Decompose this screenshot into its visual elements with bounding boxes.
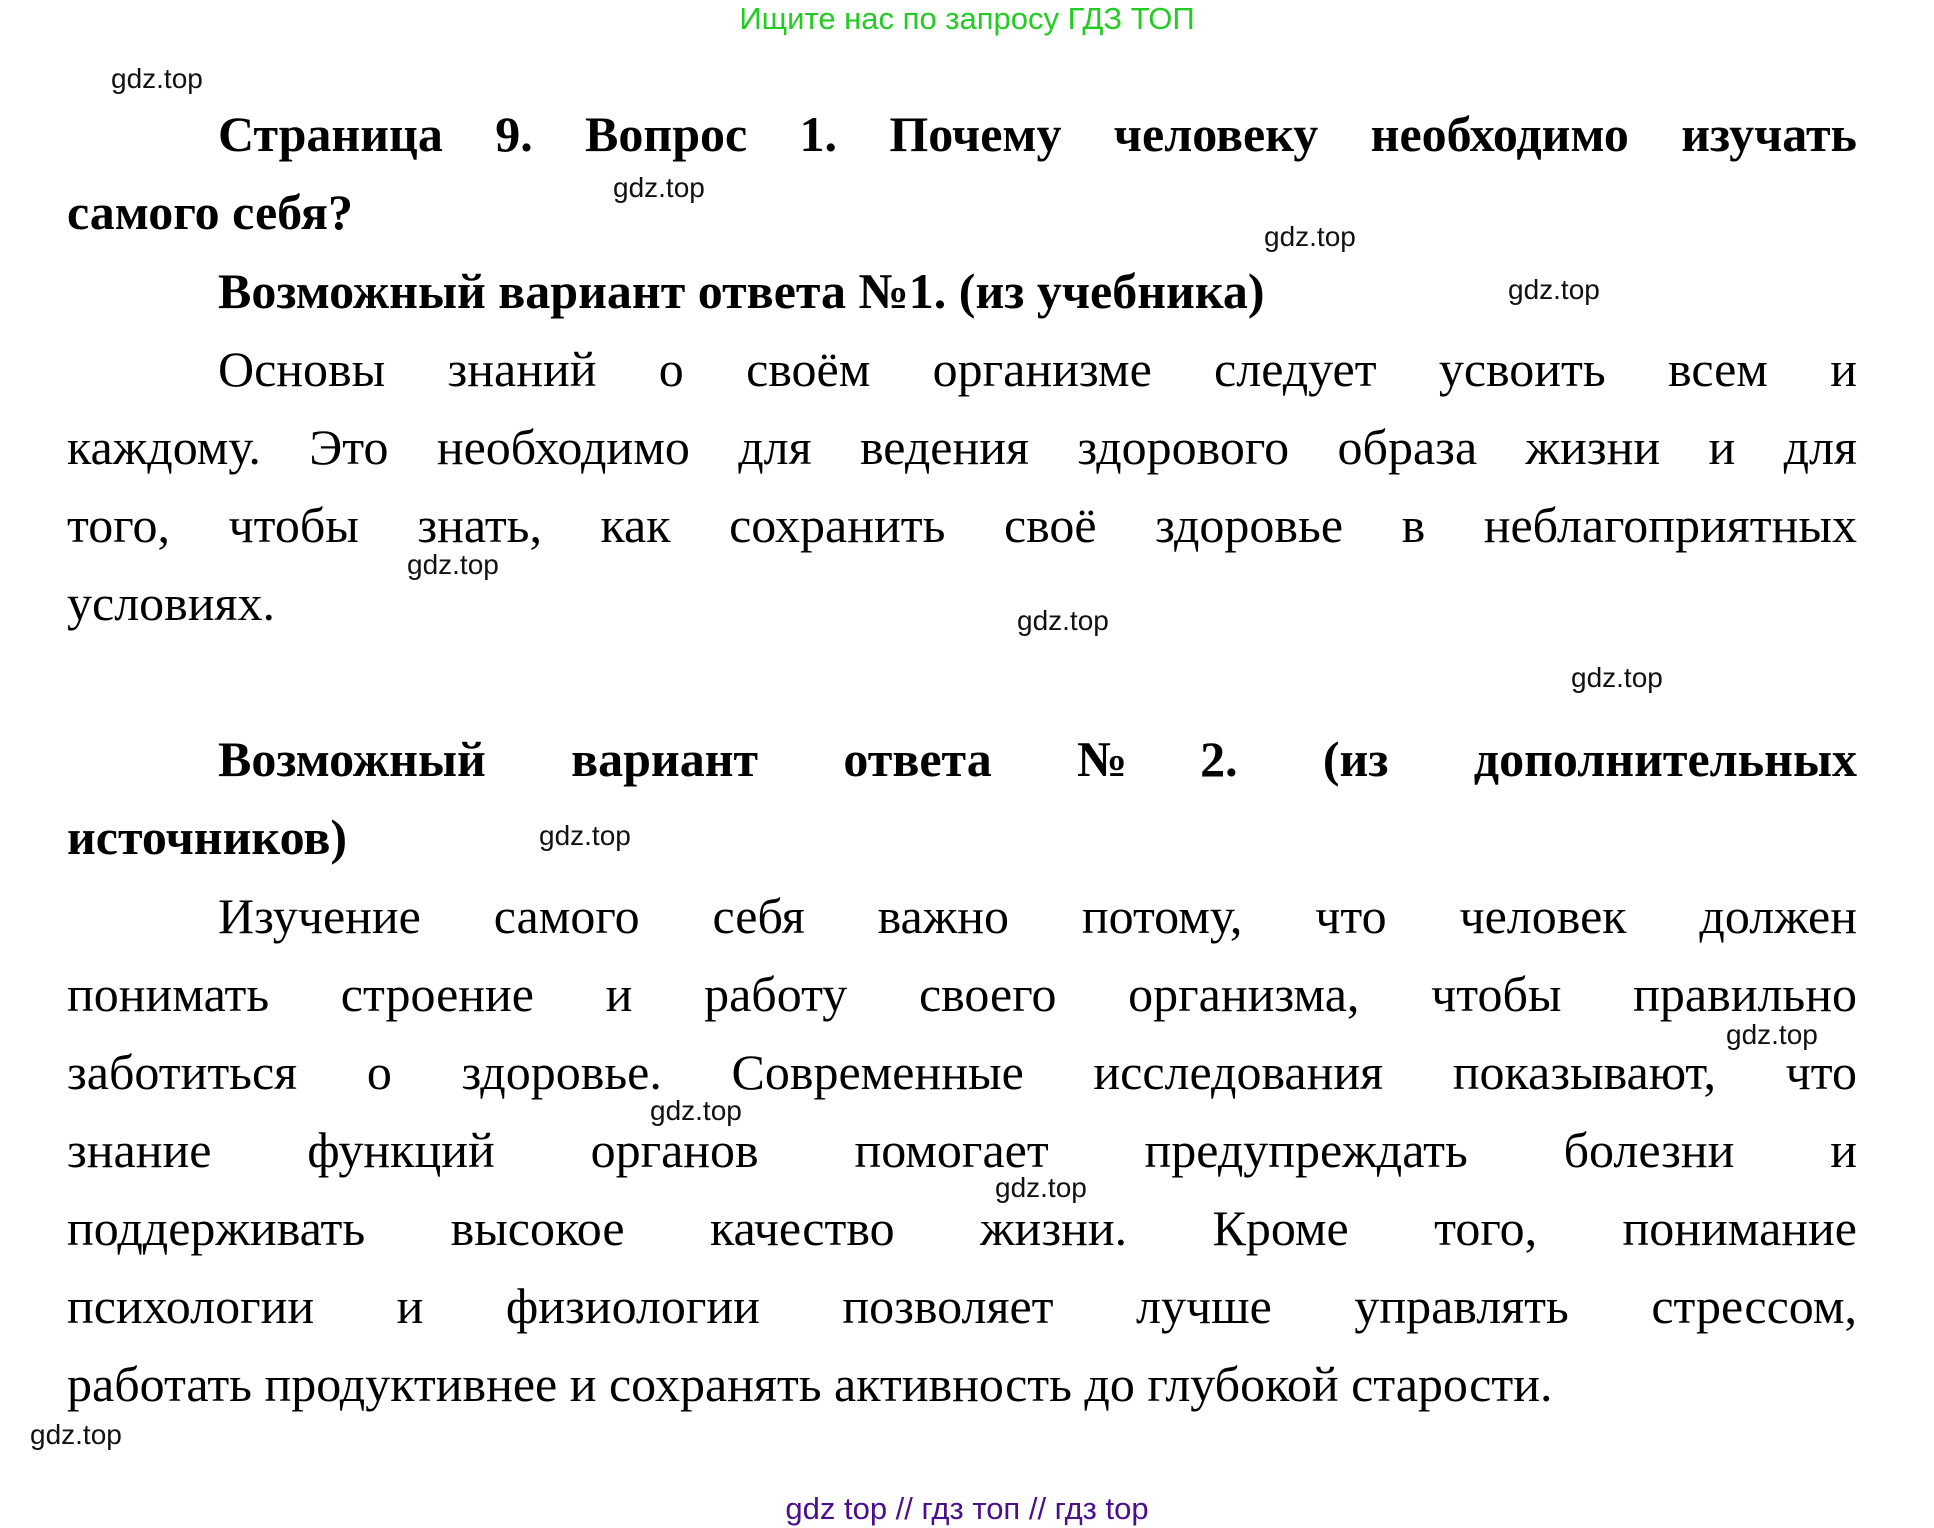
watermark: gdz.top [613,172,705,203]
watermark: gdz.top [111,63,203,94]
text-line: поддерживать высокое качество жизни. Кроме того, понимание [67,1200,1857,1256]
question-title [67,95,1857,251]
text-line: условиях. [67,575,276,631]
top-banner[interactable]: Ищите нас по запросу ГДЗ ТОП [739,1,1195,36]
watermark: gdz.top [1508,274,1600,305]
text-line: того, чтобы знать, как сохранить своё здоровье в неблагоприятных [67,497,1857,553]
watermark: gdz.top [1264,221,1356,252]
question-line: Страница 9. Вопрос 1. Почему человеку необходимо изучать [218,106,1857,162]
answer2-heading-line: источников) [67,809,347,865]
text-line: каждому. Это необходимо для ведения здорового образа жизни и для [67,419,1857,475]
question-line: самого себя? [67,184,353,240]
watermark: gdz.top [407,549,499,580]
watermark: gdz.top [1726,1019,1818,1050]
text-line: работать продуктивнее и сохранять активность до глубокой старости. [67,1356,1553,1412]
answer1-paragraph [67,330,1857,642]
answer2-paragraph [67,877,1857,1423]
text-line: психологии и физиологии позволяет лучше управлять стрессом, [67,1278,1857,1334]
answer2-heading-line: Возможный вариант ответа №2. (из дополнительных [218,731,1857,787]
bottom-banner[interactable]: gdz top // гдз топ // гдз top [785,1491,1149,1526]
watermark: gdz.top [539,820,631,851]
watermark: gdz.top [650,1095,742,1126]
watermark: gdz.top [995,1172,1087,1203]
watermark: gdz.top [1571,662,1663,693]
text-line: Изучение самого себя важно потому, что человек должен [218,888,1857,944]
answer1-heading-text: Возможный вариант ответа №1. (из учебника) [218,263,1265,319]
answer2-heading [67,720,1857,876]
text-line: знание функций органов помогает предупреждать болезни и [67,1122,1857,1178]
text-line: понимать строение и работу своего организма, чтобы правильно [67,966,1857,1022]
text-line: заботиться о здоровье. Современные исследования показывают, что [67,1044,1857,1100]
text-line: Основы знаний о своём организме следует усвоить всем и [218,341,1857,397]
watermark: gdz.top [1017,605,1109,636]
watermark: gdz.top [30,1419,122,1450]
